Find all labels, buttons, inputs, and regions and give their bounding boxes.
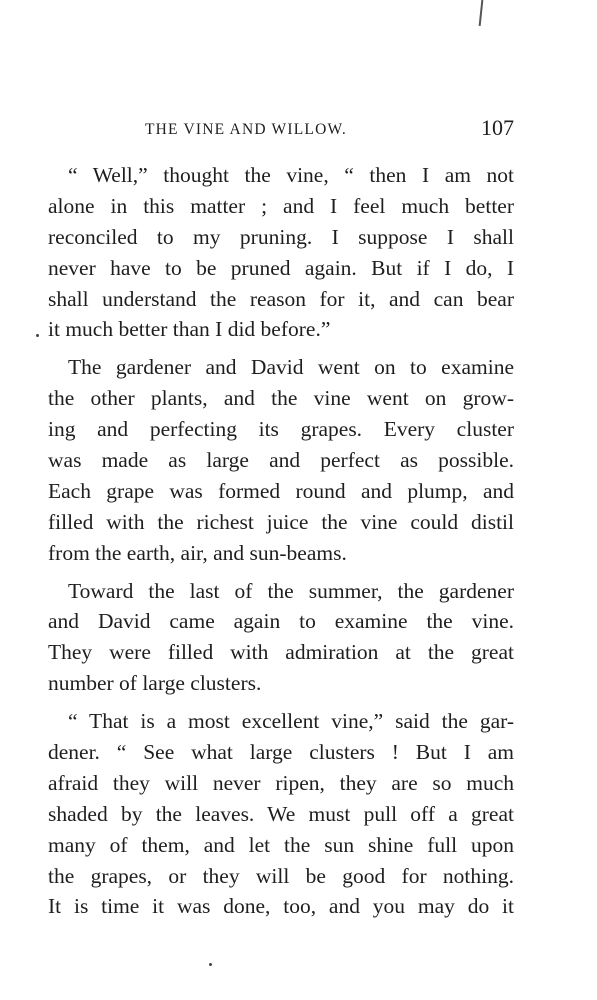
body-text <box>48 160 514 922</box>
page-edge-mark <box>479 0 484 26</box>
text-line: and David came again to examine the vine. <box>48 609 514 634</box>
text-line: ing and perfecting its grapes. Every cluster <box>48 417 514 442</box>
text-line: Toward the last of the summer, the gardener <box>68 578 514 603</box>
paragraph-gap <box>48 345 514 352</box>
page-number: 107 <box>481 115 514 140</box>
ink-speck <box>209 963 212 966</box>
text-line: dener. “ See what large clusters ! But I am <box>48 740 514 765</box>
text-line: reconciled to my pruning. I suppose I shall <box>48 224 514 249</box>
ink-speck <box>36 334 39 337</box>
text-line: the other plants, and the vine went on grow- <box>48 386 514 411</box>
text-line: many of them, and let the sun shine full upon <box>48 832 514 857</box>
text-line: from the earth, air, and sun-beams. <box>48 540 347 565</box>
text-line: It is time it was done, too, and you may do it <box>48 894 514 919</box>
text-line: Each grape was formed round and plump, and <box>48 478 514 503</box>
text-line: shall understand the reason for it, and can bear <box>48 286 514 311</box>
paragraph-gap <box>48 569 514 576</box>
text-line: alone in this matter ; and I feel much better <box>48 193 514 218</box>
running-title: THE VINE AND WILLOW. <box>145 121 347 138</box>
text-line: filled with the richest juice the vine could distil <box>48 509 514 534</box>
text-line: shaded by the leaves. We must pull off a great <box>48 801 514 826</box>
paragraph-gap <box>48 699 514 706</box>
text-line: “ Well,” thought the vine, “ then I am not <box>68 163 514 187</box>
text-line: it much better than I did before.” <box>48 317 331 342</box>
text-line: never have to be pruned again. But if I do, I <box>48 255 514 280</box>
paragraph <box>48 576 514 700</box>
text-line: number of large clusters. <box>48 671 262 696</box>
text-line: was made as large and perfect as possible. <box>48 448 514 473</box>
text-line: They were filled with admiration at the great <box>48 640 514 665</box>
text-line: The gardener and David went on to examine <box>68 355 514 380</box>
text-line: “ That is a most excellent vine,” said the gar- <box>68 709 514 734</box>
text-line: the grapes, or they will be good for nothing. <box>48 863 514 888</box>
paragraph <box>48 706 514 922</box>
paragraph <box>48 160 514 345</box>
text-line: afraid they will never ripen, they are so much <box>48 770 514 795</box>
paragraph <box>48 352 514 568</box>
running-head <box>48 115 514 147</box>
